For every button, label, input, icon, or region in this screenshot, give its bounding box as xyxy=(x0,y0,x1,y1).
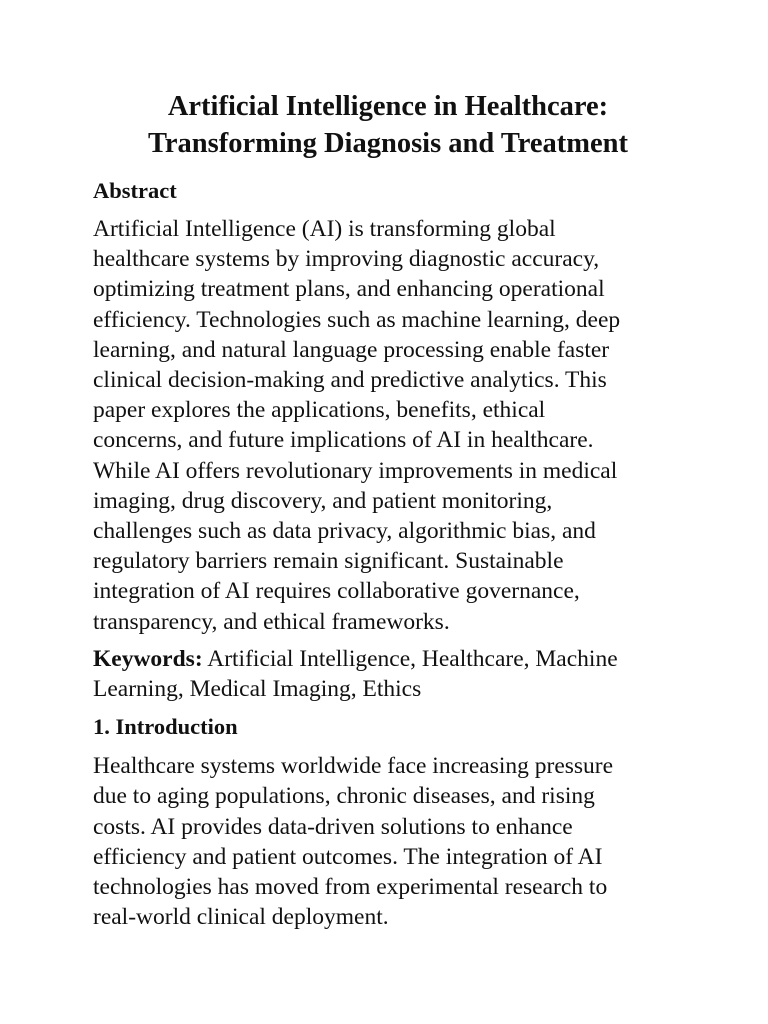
introduction-line: real-world clinical deployment. xyxy=(93,904,389,931)
introduction-line: efficiency and patient outcomes. The integration of AI xyxy=(93,843,603,870)
abstract-line: While AI offers revolutionary improvements in medical xyxy=(93,457,618,484)
title-line: Transforming Diagnosis and Treatment xyxy=(147,128,629,159)
abstract-paragraph xyxy=(93,214,683,637)
abstract-line: learning, and natural language processing enable faster xyxy=(93,336,610,363)
introduction-paragraph xyxy=(93,751,683,932)
keywords-line xyxy=(93,644,683,674)
introduction-line: technologies has moved from experimental research to xyxy=(93,874,608,901)
keywords-paragraph xyxy=(93,644,683,704)
abstract-line: concerns, and future implications of AI in healthcare. xyxy=(93,427,594,454)
abstract-line: imaging, drug discovery, and patient monitoring, xyxy=(93,487,553,514)
abstract-line: regulatory barriers remain significant. Sustainable xyxy=(93,548,564,575)
abstract-line: challenges such as data privacy, algorithmic bias, and xyxy=(93,518,596,545)
abstract-line: clinical decision-making and predictive analytics. This xyxy=(93,367,607,394)
introduction-line: due to aging populations, chronic diseases, and rising xyxy=(93,783,595,810)
abstract-line: optimizing treatment plans, and enhancing operational xyxy=(93,276,605,303)
abstract-line: transparency, and ethical frameworks. xyxy=(93,608,450,635)
title-line: Artificial Intelligence in Healthcare: xyxy=(167,91,609,122)
introduction-heading: 1. Introduction xyxy=(93,714,238,740)
abstract-line: integration of AI requires collaborative governance, xyxy=(93,578,580,605)
abstract-line: Artificial Intelligence (AI) is transforming global xyxy=(93,216,556,242)
abstract-heading: Abstract xyxy=(93,178,177,203)
paper-title xyxy=(93,88,683,162)
introduction-line: Healthcare systems worldwide face increasing pressure xyxy=(93,753,614,780)
keywords-label: Keywords: xyxy=(93,645,203,672)
abstract-line: paper explores the applications, benefits, ethical xyxy=(93,397,546,424)
abstract-line: healthcare systems by improving diagnostic accuracy, xyxy=(93,246,600,273)
keywords-line: Learning, Medical Imaging, Ethics xyxy=(93,676,422,703)
abstract-line: efficiency. Technologies such as machine learning, deep xyxy=(93,306,621,333)
document-page xyxy=(93,88,683,932)
keywords-list-start: Artificial Intelligence, Healthcare, Machine xyxy=(202,645,618,672)
introduction-line: costs. AI provides data-driven solutions to enhance xyxy=(93,813,573,840)
